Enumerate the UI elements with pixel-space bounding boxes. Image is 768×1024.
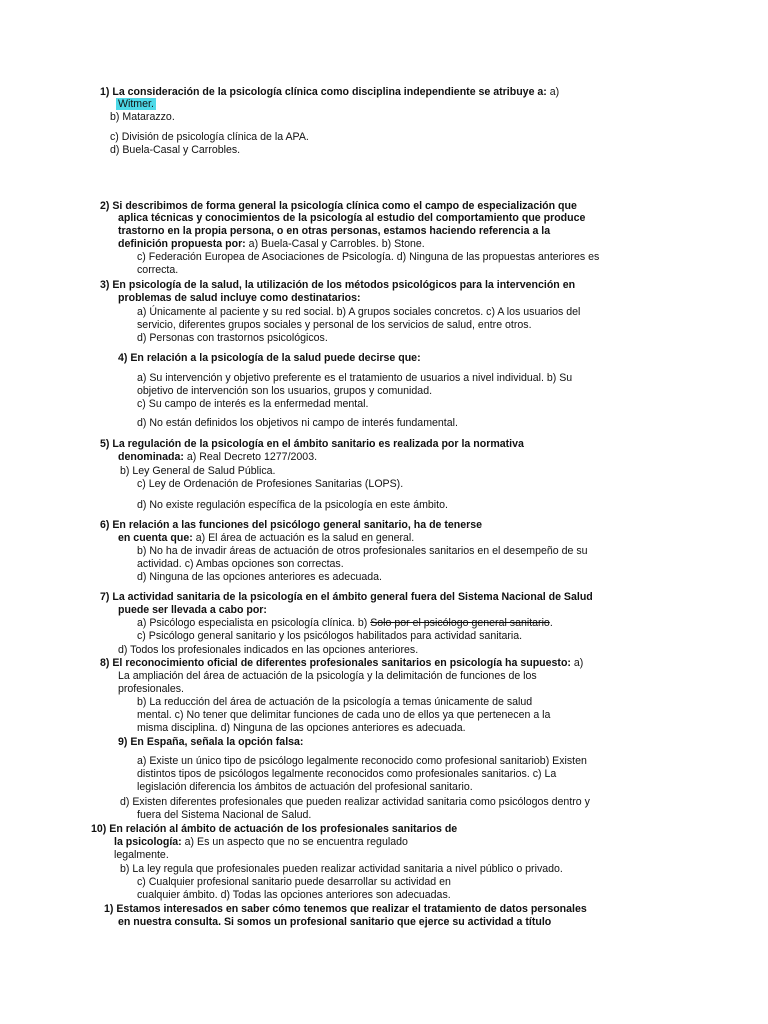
q10-stem-2 (114, 836, 408, 849)
q8-option-b3: misma disciplina. d) Ninguna de las opciones anteriores es adecuada. (137, 722, 466, 734)
q5-stem-2-rest: a) Real Decreto 1277/2003. (186, 451, 318, 463)
q10-stem-1: 10) En relación al ámbito de actuación de los profesionales sanitarios de (91, 823, 458, 835)
q2-stem-2: aplica técnicas y conocimientos de la psicología al estudio del comportamiento que produce (118, 212, 586, 224)
q3-option-a: a) Únicamente al paciente y su red social. b) A grupos sociales concretos. c) A los usuarios del (137, 306, 581, 318)
q5-stem-1: 5) La regulación de la psicología en el ámbito sanitario es realizada por la normativa (100, 438, 524, 450)
q5-stem-2-bold: denominada: (118, 451, 184, 463)
q1-stem-line (100, 86, 559, 99)
q1-option-a (116, 98, 156, 111)
q9-option-d1: d) Existen diferentes profesionales que pueden realizar actividad sanitaria como psicólogos dentro y (120, 796, 590, 808)
q6-stem-2-rest: a) El área de actuación es la salud en general. (195, 532, 415, 544)
q9-option-d2: fuera del Sistema Nacional de Salud. (137, 809, 312, 821)
q8-option-b1: b) La reducción del área de actuación de la psicología a temas únicamente de salud (137, 696, 533, 708)
q8-stem-rest: a) (573, 657, 584, 669)
q3-option-d: d) Personas con trastornos psicológicos. (137, 332, 328, 344)
q2-stem-4 (118, 238, 425, 251)
q6-stem-2 (118, 532, 414, 545)
q10-option-c2: cualquier ámbito. d) Todas las opciones anteriores son adecuadas. (137, 889, 451, 901)
q6-option-b1: b) No ha de invadir áreas de actuación de otros profesionales sanitarios en el desempeño de su (137, 545, 588, 557)
q8-stem-bold: 8) El reconocimiento oficial de diferentes profesionales sanitarios en psicología ha supuesto: (100, 657, 571, 669)
q1-option-d: d) Buela-Casal y Carrobles. (110, 144, 241, 156)
q5-option-d: d) No existe regulación específica de la psicología en este ámbito. (137, 499, 448, 511)
q4-stem: 4) En relación a la psicología de la salud puede decirse que: (118, 352, 421, 364)
q2-stem-3: trastorno en la propia persona, o en otras personas, estamos haciendo referencia a la (118, 225, 551, 237)
q7-option-a-end: . (549, 617, 553, 629)
q5-stem-2 (118, 451, 317, 464)
q4-option-c: c) Su campo de interés es la enfermedad mental. (137, 398, 369, 410)
q7-option-a-text: a) Psicólogo especialista en psicología clínica. b) (137, 617, 368, 629)
q2-option-c2: correcta. (137, 264, 179, 276)
q10-stem-2-rest: a) Es un aspecto que no se encuentra regulado (184, 836, 408, 848)
q2-stem-1: 2) Si describimos de forma general la psicología clínica como el campo de especialización que (100, 200, 577, 212)
q5-option-c: c) Ley de Ordenación de Profesiones Sanitarias (LOPS). (137, 478, 404, 490)
q11-stem-1: 1) Estamos interesados en saber cómo tenemos que realizar el tratamiento de datos personales (104, 903, 587, 915)
q8-option-a2: profesionales. (118, 683, 184, 695)
q3-stem-1: 3) En psicología de la salud, la utilización de los métodos psicológicos para la intervención en (100, 279, 576, 291)
q9-option-a1: a) Existe un único tipo de psicólogo legalmente reconocido como profesional sanitariob) Existen (137, 755, 587, 767)
q7-stem-1: 7) La actividad sanitaria de la psicología en el ámbito general fuera del Sistema Nacional de Salud (100, 591, 593, 603)
q7-stem-2: puede ser llevada a cabo por: (118, 604, 267, 616)
q1-option-b: b) Matarazzo. (110, 111, 175, 123)
q1-answer-highlight: Witmer. (118, 98, 154, 110)
q7-option-c: c) Psicólogo general sanitario y los psicólogos habilitados para actividad sanitaria. (137, 630, 523, 642)
q8-stem (100, 657, 583, 670)
q2-option-c1: c) Federación Europea de Asociaciones de Psicología. d) Ninguna de las propuestas anteriores es (137, 251, 600, 263)
q5-option-b: b) Ley General de Salud Pública. (120, 465, 276, 477)
q9-stem: 9) En España, señala la opción falsa: (118, 736, 304, 748)
q10-option-b: b) La ley regula que profesionales pueden realizar actividad sanitaria a nivel público o privado. (120, 863, 563, 875)
q1-stem: 1) La consideración de la psicología clínica como disciplina independiente se atribuye a: (100, 86, 547, 98)
q2-stem-4-rest: a) Buela-Casal y Carrobles. b) Stone. (248, 238, 425, 250)
q6-stem-1: 6) En relación a las funciones del psicólogo general sanitario, ha de tenerse (100, 519, 483, 531)
q2-stem-4-bold: definición propuesta por: (118, 238, 246, 250)
q11-stem-2: en nuestra consulta. Si somos un profesional sanitario que ejerce su actividad a título (118, 916, 552, 928)
q7-struck-option: Solo por el psicólogo general sanitario (370, 617, 550, 629)
q8-option-b2: mental. c) No tener que delimitar funciones de cada uno de ellos ya que pertenecen a la (137, 709, 551, 721)
q1-option-c: c) División de psicología clínica de la APA. (110, 131, 309, 143)
q4-option-a2: objetivo de intervención son los usuarios, grupos y comunidad. (137, 385, 433, 397)
q6-stem-2-bold: en cuenta que: (118, 532, 193, 544)
q10-stem-2-bold: la psicología: (114, 836, 182, 848)
q9-option-a2: distintos tipos de psicólogos legalmente reconocidos como profesionales sanitarios. c) La (137, 768, 557, 780)
q6-option-b2: actividad. c) Ambas opciones son correctas. (137, 558, 344, 570)
q10-option-c1: c) Cualquier profesional sanitario puede desarrollar su actividad en (137, 876, 451, 888)
q4-option-d: d) No están definidos los objetivos ni campo de interés fundamental. (137, 417, 458, 429)
q6-option-d: d) Ninguna de las opciones anteriores es adecuada. (137, 571, 382, 583)
q10-option-a2: legalmente. (114, 849, 169, 861)
q4-option-a1: a) Su intervención y objetivo preferente es el tratamiento de usuarios a nivel individual. b) Su (137, 372, 573, 384)
q7-option-d: d) Todos los profesionales indicados en las opciones anteriores. (118, 644, 419, 656)
q3-stem-2: problemas de salud incluye como destinatarios: (118, 292, 361, 304)
q3-option-a2: servicio, diferentes grupos sociales y personal de los servicios de salud, entre otros. (137, 319, 532, 331)
q1-a-prefix: a) (549, 86, 560, 98)
q8-option-a1: La ampliación del área de actuación de la psicología y la delimitación de funciones de los (118, 670, 537, 682)
q7-option-a (137, 617, 553, 630)
q9-option-a3: legislación diferencia los ámbitos de actuación del profesional sanitario. (137, 781, 473, 793)
